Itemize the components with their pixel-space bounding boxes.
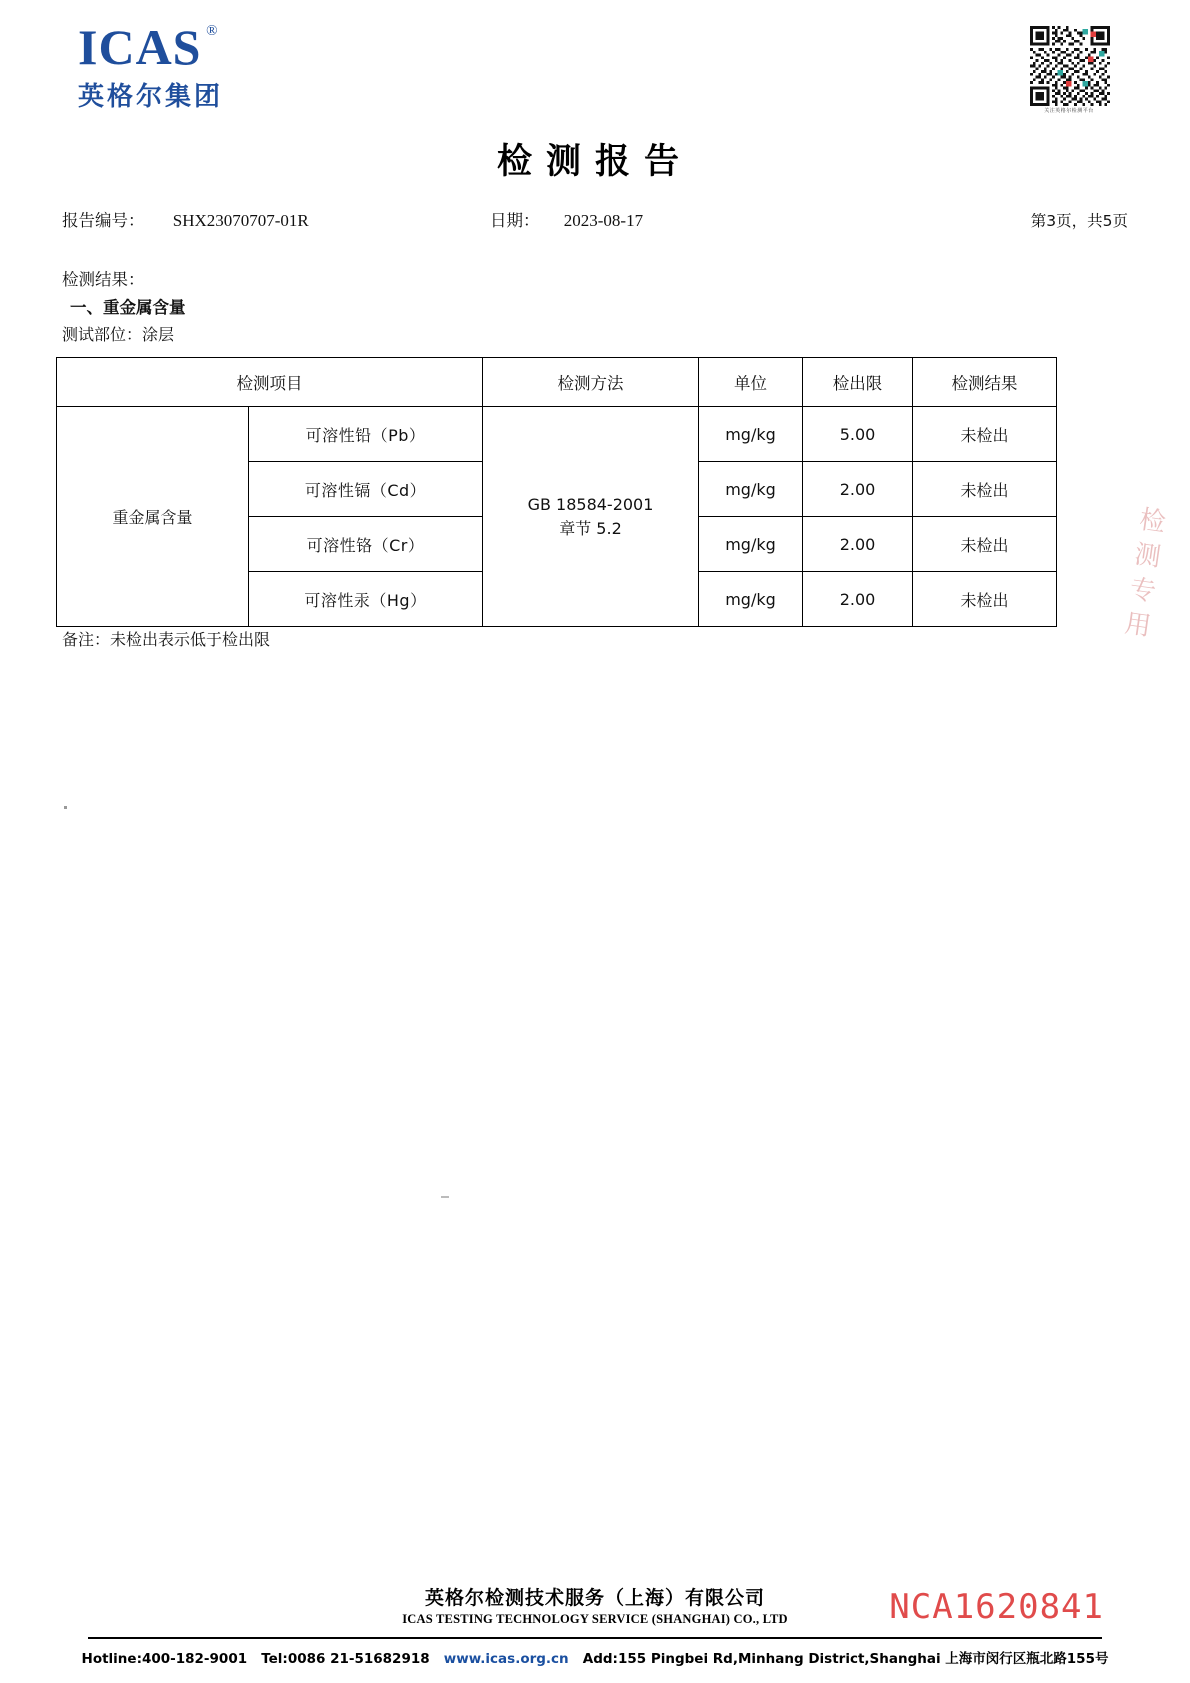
method-clause: 章节 5.2 — [559, 518, 622, 538]
footer-tel: Tel:0086 21-51682918 — [261, 1651, 430, 1667]
footer-contact — [0, 1647, 1190, 1667]
item-name: 可溶性镉（Cd） — [249, 462, 483, 517]
unit-value: mg/kg — [699, 407, 803, 462]
registered-trademark-icon: ® — [206, 23, 219, 39]
footer-address: Add:155 Pingbei Rd,Minhang District,Shanghai 上海市闵行区瓶北路155号 — [582, 1651, 1109, 1667]
footer-hotline: Hotline:400-182-9001 — [81, 1651, 248, 1667]
report-date-value: 2023-08-17 — [563, 211, 644, 230]
table-note: 备注：未检出表示低于检出限 — [62, 630, 271, 649]
item-name: 可溶性铬（Cr） — [249, 517, 483, 572]
report-number — [62, 207, 309, 231]
unit-value: mg/kg — [699, 517, 803, 572]
item-name: 可溶性汞（Hg） — [249, 572, 483, 627]
report-date-label: 日期： — [490, 211, 540, 230]
company-logo — [78, 19, 308, 113]
page-indicator: 第3页，共5页 — [1030, 212, 1128, 230]
result-value: 未检出 — [913, 517, 1057, 572]
header-unit: 单位 — [699, 358, 803, 407]
section-heading-heavy-metals: 一、重金属含量 — [70, 298, 186, 317]
test-part-label: 测试部位：涂层 — [62, 325, 175, 344]
qr-code-icon — [1030, 26, 1110, 106]
footer-company-cn: 英格尔检测技术服务（上海）有限公司 — [424, 1587, 765, 1609]
footer-divider — [88, 1637, 1102, 1639]
header-result: 检测结果 — [913, 358, 1057, 407]
report-date — [490, 207, 643, 231]
stamp-mark: 检测专用 — [1122, 504, 1168, 643]
footer-company-en: ICAS TESTING TECHNOLOGY SERVICE (SHANGHAI) CO., LTD — [402, 1612, 788, 1626]
result-value: 未检出 — [913, 462, 1057, 517]
qr-caption: 关注英格尔检测平台 — [1044, 108, 1094, 114]
logo-text: ICAS — [78, 19, 202, 75]
table-row — [57, 407, 1057, 462]
scan-speck — [64, 806, 67, 809]
report-number-label: 报告编号： — [62, 211, 145, 230]
method-standard: GB 18584-2001 — [527, 494, 654, 514]
unit-value: mg/kg — [699, 462, 803, 517]
item-name: 可溶性铅（Pb） — [249, 407, 483, 462]
logo-wordmark — [78, 19, 219, 75]
limit-value: 2.00 — [803, 572, 913, 627]
limit-value: 5.00 — [803, 407, 913, 462]
report-meta — [62, 207, 1128, 231]
result-value: 未检出 — [913, 572, 1057, 627]
unit-value: mg/kg — [699, 572, 803, 627]
method-cell — [483, 407, 699, 627]
results-table — [56, 357, 1057, 627]
limit-value: 2.00 — [803, 462, 913, 517]
header-method: 检测方法 — [483, 358, 699, 407]
header-item: 检测项目 — [57, 358, 483, 407]
footer-website-link[interactable]: www.icas.org.cn — [443, 1651, 569, 1667]
results-heading: 检测结果： — [62, 270, 145, 289]
scan-speck — [441, 1196, 449, 1198]
limit-value: 2.00 — [803, 517, 913, 572]
report-number-value: SHX23070707-01R — [172, 211, 309, 230]
page-title: 检测报告 — [496, 142, 693, 182]
serial-number: NCA1620841 — [889, 1587, 1104, 1627]
table-header-row — [57, 358, 1057, 407]
result-value: 未检出 — [913, 407, 1057, 462]
logo-chinese-name: 英格尔集团 — [78, 82, 224, 112]
group-label-heavy-metals: 重金属含量 — [57, 407, 249, 627]
header-limit: 检出限 — [803, 358, 913, 407]
